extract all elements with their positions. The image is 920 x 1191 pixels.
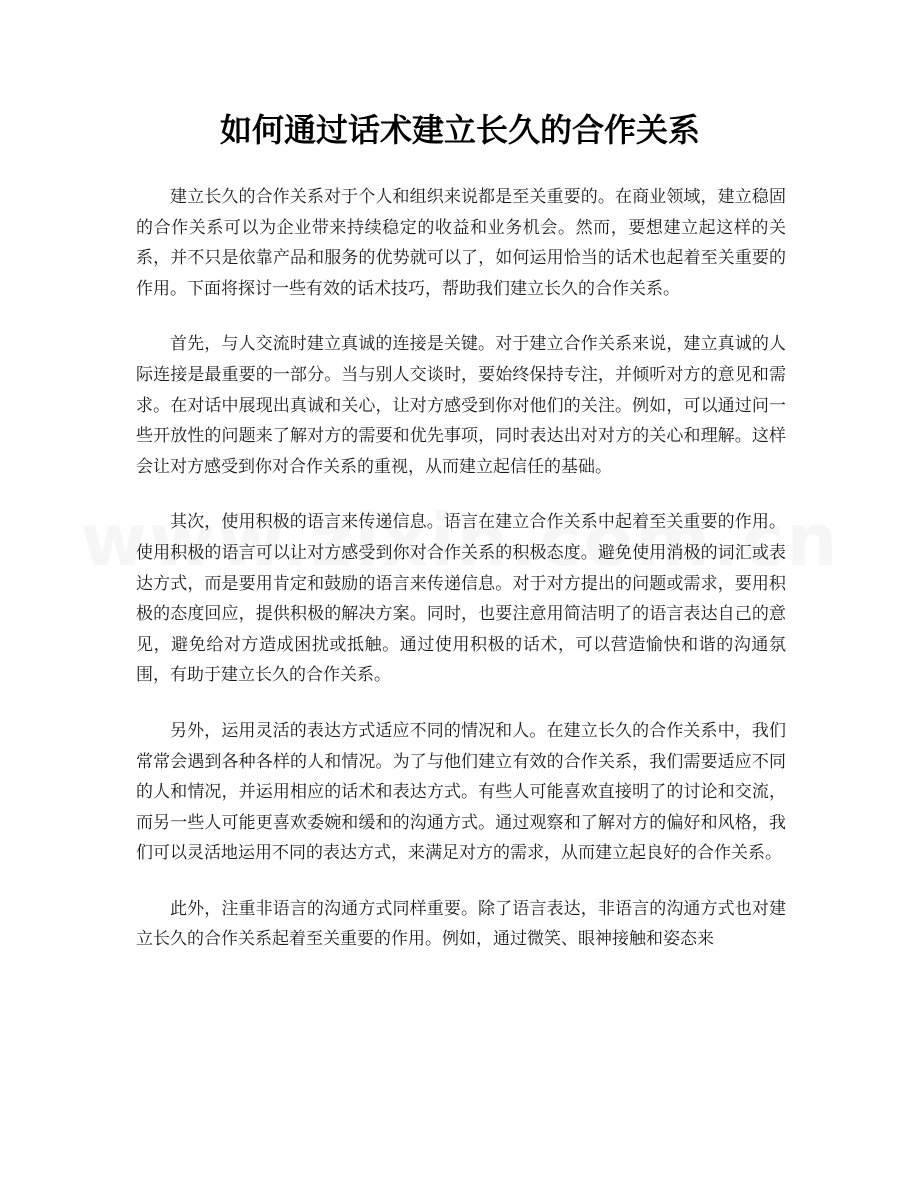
document-body (136, 182, 786, 955)
paragraph-1: 建立长久的合作关系对于个人和组织来说都是至关重要的。在商业领域，建立稳固的合作关系可以为企业带来持续稳定的收益和业务机会。然而，要想建立起这样的关系，并不只是依靠产品和服务的优势就可以了，如何运用恰当的话术也起着至关重要的作用。下面将探讨一些有效的话术技巧，帮助我们建立长久的合作关系。 (136, 187, 786, 299)
paragraph-5: 此外，注重非语言的沟通方式同样重要。除了语言表达，非语言的沟通方式也对建立长久的合作关系起着至关重要的作用。例如，通过微笑、眼神接触和姿态来 (136, 898, 786, 950)
document-title: 如何通过话术建立长久的合作关系 (219, 111, 700, 149)
paragraph-4: 另外，运用灵活的表达方式适应不同的情况和人。在建立长久的合作关系中，我们常常会遇到各种各样的人和情况。为了与他们建立有效的合作关系，我们需要适应不同的人和情况，并运用相应的话术和表达方式。有些人可能喜欢直接明了的讨论和交流，而另一些人可能更喜欢委婉和缓和的沟通方式。通过观察和了解对方的偏好和风格，我们可以灵活地运用不同的表达方式，来满足对方的需求，从而建立起良好的合作关系。 (136, 720, 786, 864)
paragraph-3: 其次，使用积极的语言来传递信息。语言在建立合作关系中起着至关重要的作用。使用积极的语言可以让对方感受到你对合作关系的积极态度。避免使用消极的词汇或表达方式，而是要用肯定和鼓励的语言来传递信息。对于对方提出的问题或需求，要用积极的态度回应，提供积极的解决方案。同时，也要注意用简洁明了的语言表达自己的意见，避免给对方造成困扰或抵触。通过使用积极的话术，可以营造愉快和谐的沟通氛围，有助于建立长久的合作关系。 (136, 512, 786, 686)
paragraph-2: 首先，与人交流时建立真诚的连接是关键。对于建立合作关系来说，建立真诚的人际连接是最重要的一部分。当与别人交谈时，要始终保持专注，并倾听对方的意见和需求。在对话中展现出真诚和关心，让对方感受到你对他们的关注。例如，可以通过问一些开放性的问题来了解对方的需要和优先事项，同时表达出对对方的关心和理解。这样会让对方感受到你对合作关系的重视，从而建立起信任的基础。 (136, 334, 786, 477)
